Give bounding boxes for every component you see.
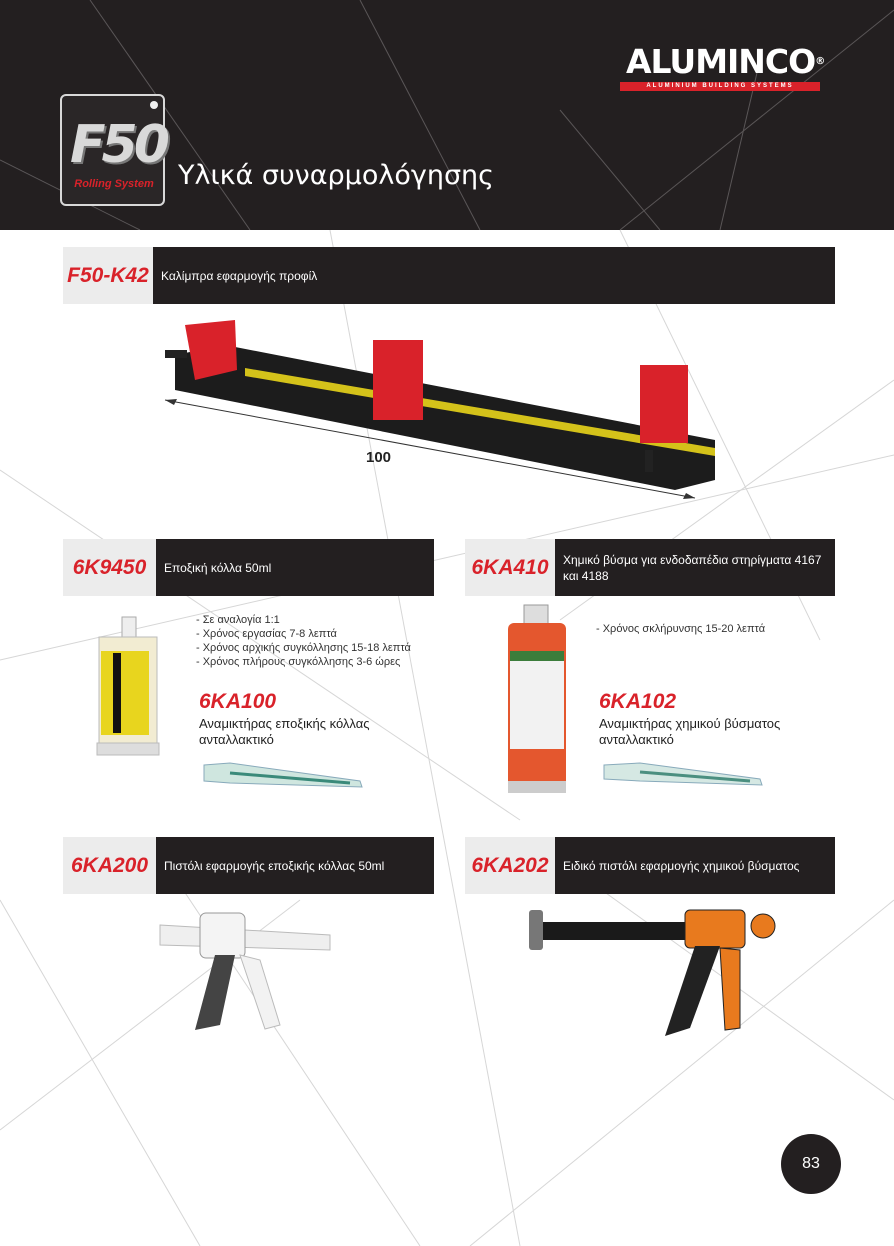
page-header — [0, 0, 894, 230]
product-description: Καλίμπρα εφαρμογής προφίλ — [161, 268, 318, 283]
gun-handle — [665, 946, 720, 1036]
cartridge-label — [101, 651, 149, 735]
spec-item: - Σε αναλογία 1:1 — [196, 614, 280, 626]
product-code: 6KA200 — [63, 837, 158, 894]
gun-endcap — [529, 910, 543, 950]
product-bar-chemical — [465, 539, 835, 596]
spec-item: - Χρόνος πλήρους συγκόλλησης 3-6 ώρες — [196, 656, 401, 668]
epoxy-specs — [196, 613, 411, 669]
mixer-tip — [604, 763, 762, 785]
series-badge-sub: Rolling System — [74, 178, 154, 190]
clamp-left-knob — [165, 350, 187, 358]
page-title: Υλικά συναρμολόγησης — [178, 160, 495, 191]
product-bar-k42 — [63, 247, 835, 304]
clamp-center — [373, 340, 423, 420]
series-badge-main: F50 — [70, 115, 166, 175]
brand-name — [626, 44, 824, 80]
series-badge — [60, 94, 165, 206]
calibration-jig-image — [155, 310, 725, 510]
epoxy-cartridge-image — [95, 615, 165, 760]
profile-body — [175, 345, 715, 490]
brand-logo — [620, 44, 825, 92]
epoxy-gun-image — [155, 905, 335, 1035]
product-bar-epoxy-gun — [63, 837, 434, 894]
clamp-right-knob — [645, 450, 653, 472]
accessory-code: 6KA100 — [199, 690, 277, 713]
gun-knob — [751, 914, 775, 938]
accessory-label: Αναμικτήρας εποξικής κόλλας ανταλλακτικό — [199, 716, 370, 747]
gun-handle — [195, 955, 235, 1030]
chemical-mixer-image — [600, 757, 770, 793]
badge-dot — [150, 101, 158, 109]
gun-trigger — [720, 948, 740, 1030]
gun-barrel — [535, 922, 695, 940]
product-description: Χημικό βύσμα για ενδοδαπέδια στηρίγματα 4167 και 4188 — [563, 552, 822, 583]
cartridge-label — [510, 659, 564, 749]
spec-item: - Χρόνος αρχικής συγκόλλησης 15-18 λεπτά — [196, 642, 411, 654]
chemical-cartridge-image — [502, 603, 572, 798]
spec-item: - Χρόνος σκλήρυνσης 15-20 λεπτά — [596, 623, 766, 635]
gun-head — [200, 913, 245, 958]
epoxy-mixer-image — [200, 757, 370, 793]
product-bar-chemical-gun — [465, 837, 835, 894]
brand-tagline: ALUMINIUM BUILDING SYSTEMS — [620, 82, 820, 91]
product-code: 6K9450 — [63, 539, 158, 596]
clamp-right — [640, 365, 688, 443]
product-bar-epoxy — [63, 539, 434, 596]
page-number: 83 — [781, 1134, 841, 1194]
chemical-specs — [596, 622, 765, 636]
dimension-label: 100 — [366, 449, 392, 466]
cartridge-nozzle — [122, 617, 136, 639]
cartridge-band — [510, 651, 564, 661]
product-code: 6KA410 — [465, 539, 557, 596]
spec-item: - Χρόνος εργασίας 7-8 λεπτά — [196, 628, 337, 640]
chemical-gun-image — [525, 898, 780, 1043]
product-description: Εποξική κόλλα 50ml — [164, 560, 272, 575]
cartridge-nozzle — [524, 605, 548, 625]
gun-trigger — [240, 955, 280, 1029]
registered-mark: ® — [815, 56, 825, 67]
cartridge-base — [508, 781, 566, 793]
brand-name-text: ALUMINCO — [626, 42, 816, 81]
accessory-code: 6KA102 — [599, 690, 677, 713]
product-code: 6KA202 — [465, 837, 557, 894]
product-code: F50-K42 — [63, 247, 155, 304]
cartridge-base — [97, 743, 159, 755]
cartridge-stripe — [113, 653, 121, 733]
gun-body — [685, 910, 745, 948]
accessory-label: Αναμικτήρας χημικού βύσματος ανταλλακτικό — [599, 716, 781, 747]
product-description: Πιστόλι εφαρμογής εποξικής κόλλας 50ml — [164, 858, 385, 873]
product-description: Ειδικό πιστόλι εφαρμογής χημικού βύσματος — [563, 858, 800, 873]
